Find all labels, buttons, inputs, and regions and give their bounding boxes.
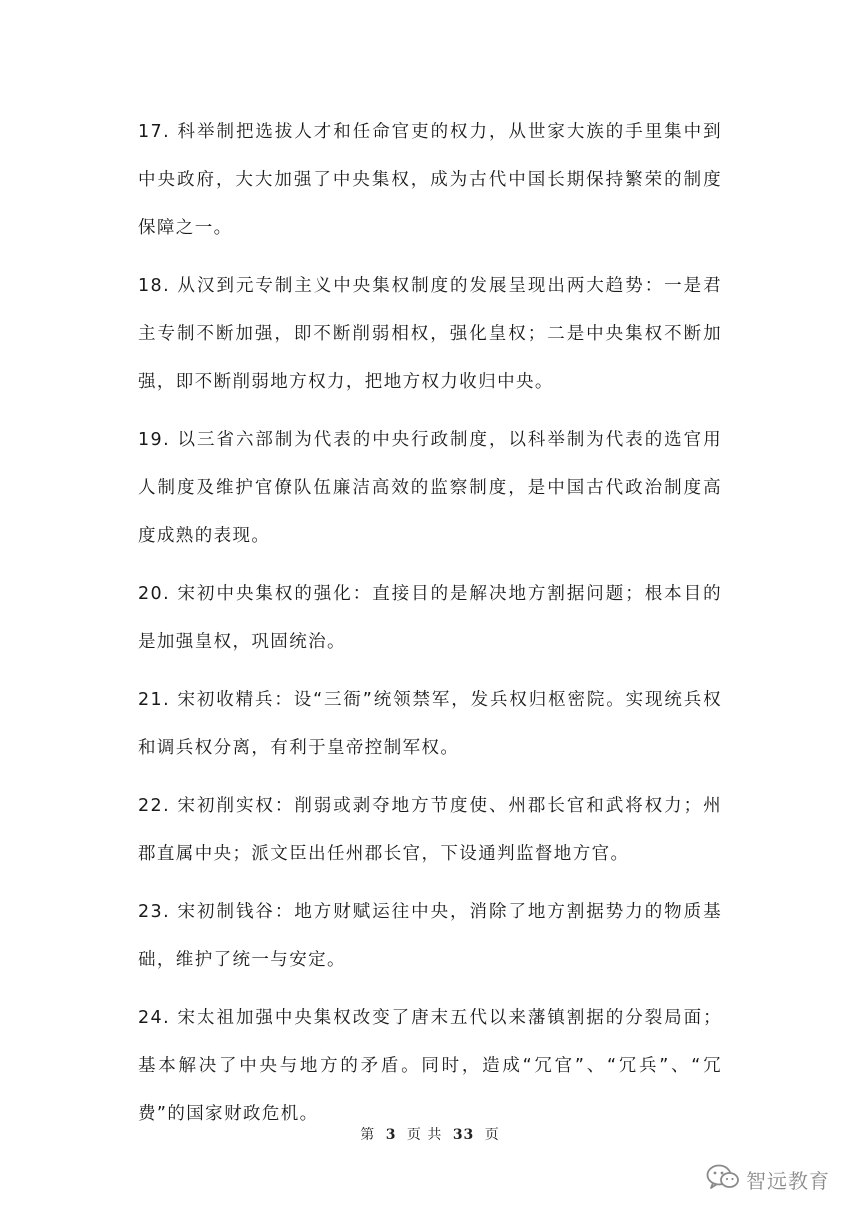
document-body — [138, 108, 722, 1148]
wechat-icon — [706, 1164, 740, 1194]
footer-suffix: 页 — [484, 1127, 500, 1143]
current-page-number: 3 — [385, 1127, 397, 1143]
paragraph-18: 18. 从汉到元专制主义中央集权制度的发展呈现出两大趋势：一是君主专制不断加强，即不断削弱相权，强化皇权；二是中央集权不断加强，即不断削弱地方权力，把地方权力收归中央。 — [138, 276, 722, 392]
paragraph-23: 23. 宋初制钱谷：地方财赋运往中央，消除了地方割据势力的物质基础，维护了统一与安定。 — [138, 902, 722, 970]
footer-middle: 页 共 — [406, 1127, 443, 1143]
paragraph-20: 20. 宋初中央集权的强化：直接目的是解决地方割据问题；根本目的是加强皇权，巩固统治。 — [138, 584, 722, 652]
watermark-text: 智远教育 — [746, 1168, 830, 1193]
paragraph-17: 17. 科举制把选拔人才和任命官吏的权力，从世家大族的手里集中到中央政府，大大加强了中央集权，成为古代中国长期保持繁荣的制度保障之一。 — [138, 122, 722, 238]
paragraph-21: 21. 宋初收精兵：设“三衙”统领禁军，发兵权归枢密院。实现统兵权和调兵权分离，有利于皇帝控制军权。 — [138, 690, 722, 758]
total-page-number: 33 — [452, 1127, 475, 1143]
watermark — [706, 1164, 830, 1194]
footer-prefix: 第 — [360, 1127, 376, 1143]
paragraph-19: 19. 以三省六部制为代表的中央行政制度，以科举制为代表的选官用人制度及维护官僚队伍廉洁高效的监察制度，是中国古代政治制度高度成熟的表现。 — [138, 430, 722, 546]
paragraph-24: 24. 宋太祖加强中央集权改变了唐末五代以来藩镇割据的分裂局面；基本解决了中央与地方的矛盾。同时，造成“冗官”、“冗兵”、“冗费”的国家财政危机。 — [138, 1008, 722, 1124]
paragraph-22: 22. 宋初削实权：削弱或剥夺地方节度使、州郡长官和武将权力；州郡直属中央；派文臣出任州郡长官，下设通判监督地方官。 — [138, 796, 722, 864]
page-footer — [0, 1124, 860, 1144]
